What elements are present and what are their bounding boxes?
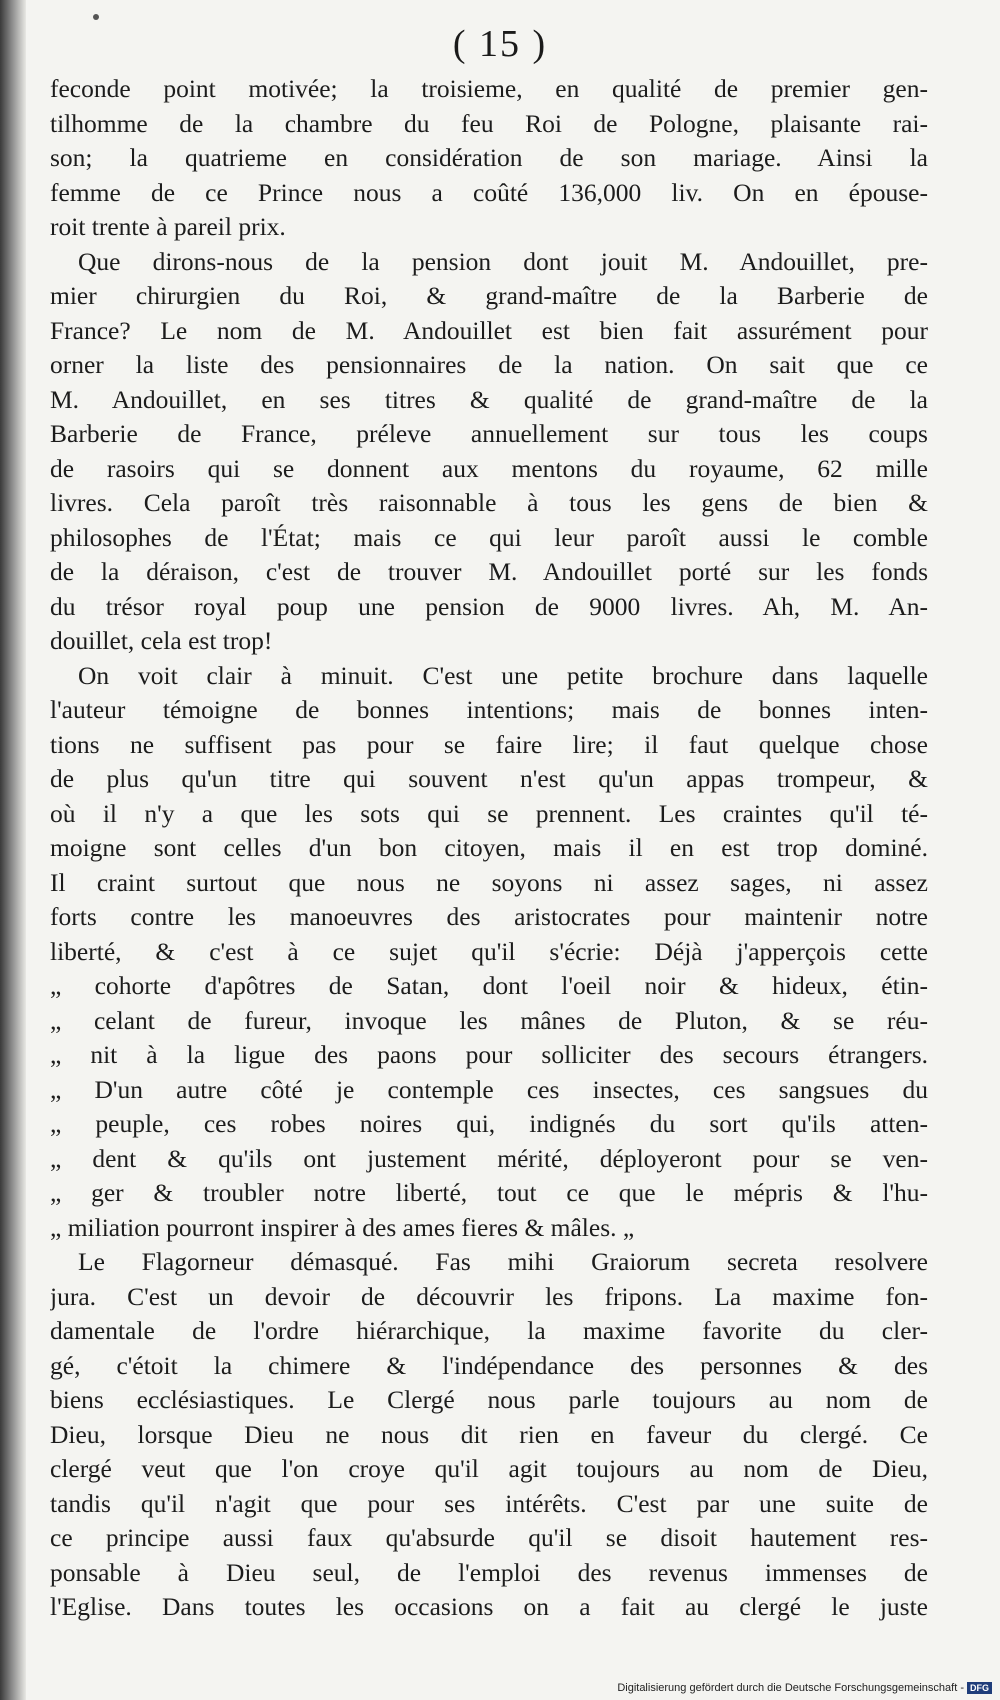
text-line: tions ne suffisent pas pour se faire lire; il faut quelque chose: [50, 729, 928, 759]
text-line: „ cohorte d'apôtres de Satan, dont l'oeil noir & hideux, étin-: [50, 971, 928, 1000]
text-line: Barberie de France, préleve annuellement sur tous les coups: [50, 419, 928, 448]
text-line: l'Eglise. Dans toutes les occasions on a fait au clergé le juste: [50, 1592, 928, 1621]
text-line: jura. C'est un devoir de découvrir les fripons. La maxime fon-: [50, 1281, 928, 1311]
text-line: „ D'un autre côté je contemple ces insectes, ces sangsues du: [50, 1074, 928, 1104]
text-line: de rasoirs qui se donnent aux mentons du royaume, 62 mille: [50, 453, 928, 483]
text-line: orner la liste des pensionnaires de la nation. On sait que ce: [50, 350, 928, 379]
text-line: feconde point motivée; la troisieme, en qualité de premier gen-: [50, 74, 928, 103]
text-line: de plus qu'un titre qui souvent n'est qu'un appas trompeur, &: [50, 764, 928, 793]
text-line: „ peuple, ces robes noires qui, indignés du sort qu'ils atten-: [50, 1109, 928, 1138]
text-line: France? Le nom de M. Andouillet est bien fait assurément pour: [50, 315, 928, 345]
text-line: Le Flagorneur démasqué. Fas mihi Graiorum secreta resolvere: [78, 1247, 928, 1276]
body-text: [50, 72, 928, 1625]
text-line: Il craint surtout que nous ne soyons ni assez sages, ni assez: [50, 867, 928, 897]
ink-speck: [93, 14, 99, 20]
dfg-logo: DFG: [967, 1682, 992, 1694]
text-line: „ celant de fureur, invoque les mânes de Pluton, & se réu-: [50, 1005, 928, 1035]
text-line: biens ecclésiastiques. Le Clergé nous parle toujours au nom de: [50, 1385, 928, 1414]
text-line: son; la quatrieme en considération de son mariage. Ainsi la: [50, 143, 928, 172]
text-line: liberté, & c'est à ce sujet qu'il s'écrie: Déjà j'apperçois cette: [50, 936, 928, 966]
text-line: Que dirons-nous de la pension dont jouit M. Andouillet, pre-: [78, 246, 928, 276]
text-line: de la déraison, c'est de trouver M. Andouillet porté sur les fonds: [50, 557, 928, 586]
text-line: Dieu, lorsque Dieu ne nous dit rien en faveur du clergé. Ce: [50, 1419, 928, 1449]
text-line: „ miliation pourront inspirer à des ames fieres & mâles. „: [50, 1212, 635, 1242]
page-number: ( 15 ): [452, 23, 548, 65]
text-line: forts contre les manoeuvres des aristocrates pour maintenir notre: [50, 902, 928, 931]
text-line: ce principe aussi faux qu'absurde qu'il se disoit hautement res-: [50, 1523, 928, 1552]
text-line: du trésor royal poup une pension de 9000 livres. Ah, M. An-: [50, 591, 928, 621]
text-line: roit trente à pareil prix.: [50, 212, 286, 241]
text-line: gé, c'étoit la chimere & l'indépendance des personnes & des: [50, 1350, 928, 1380]
book-spine-shadow: [0, 0, 26, 1700]
credit-text: Digitalisierung gefördert durch die Deutsche Forschungsgemeinschaft -: [617, 1681, 964, 1694]
text-line: mier chirurgien du Roi, & grand-maître de la Barberie de: [50, 281, 928, 310]
text-line: femme de ce Prince nous a coûté 136,000 liv. On en épouse-: [50, 177, 928, 207]
digitization-credit: [617, 1682, 992, 1694]
text-line: moigne sont celles d'un bon citoyen, mais il en est trop dominé.: [50, 833, 928, 862]
text-line: On voit clair à minuit. C'est une petite brochure dans laquelle: [78, 660, 928, 690]
text-line: „ ger & troubler notre liberté, tout ce que le mépris & l'hu-: [50, 1178, 928, 1207]
text-line: livres. Cela paroît très raisonnable à tous les gens de bien &: [50, 488, 928, 517]
text-line: philosophes de l'État; mais ce qui leur paroît aussi le comble: [50, 522, 928, 552]
text-line: où il n'y a que les sots qui se prennent. Les craintes qu'il té-: [50, 798, 928, 828]
text-line: „ dent & qu'ils ont justement mérité, déployeront pour se ven-: [50, 1143, 928, 1173]
text-line: douillet, cela est trop!: [50, 626, 273, 655]
text-line: „ nit à la ligue des paons pour solliciter des secours étrangers.: [50, 1040, 928, 1069]
text-line: tilhomme de la chambre du feu Roi de Pologne, plaisante rai-: [50, 108, 928, 138]
text-line: l'auteur témoigne de bonnes intentions; mais de bonnes inten-: [50, 695, 928, 724]
text-line: clergé veut que l'on croye qu'il agit toujours au nom de Dieu,: [50, 1454, 928, 1483]
text-line: ponsable à Dieu seul, de l'emploi des revenus immenses de: [50, 1557, 928, 1587]
text-line: damentale de l'ordre hiérarchique, la maxime favorite du cler-: [50, 1316, 928, 1345]
text-line: M. Andouillet, en ses titres & qualité de grand-maître de la: [50, 384, 928, 414]
text-line: tandis qu'il n'agit que pour ses intérêts. C'est par une suite de: [50, 1488, 928, 1518]
